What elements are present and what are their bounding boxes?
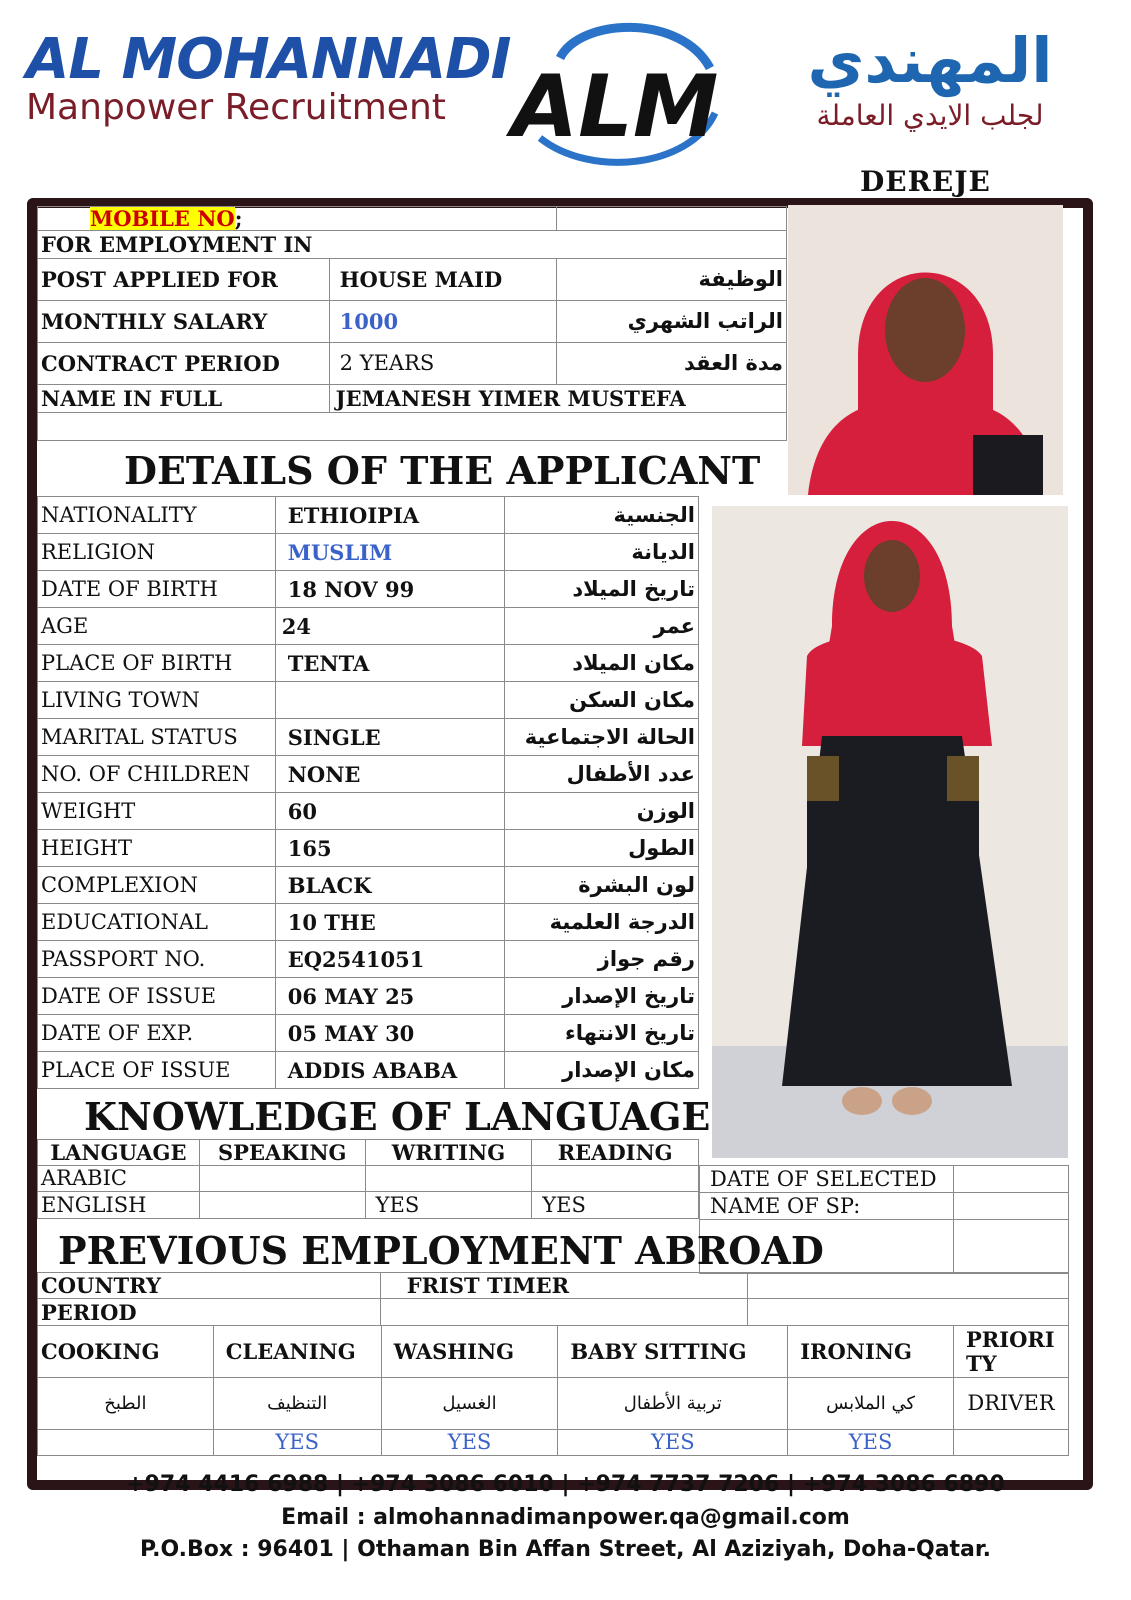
- detail-label: DATE OF BIRTH: [38, 571, 276, 608]
- writing-header: WRITING: [365, 1140, 532, 1166]
- detail-label: MARITAL STATUS: [38, 719, 276, 756]
- detail-label-ar: تاريخ الإصدار: [505, 978, 699, 1015]
- skill-value-baby-sitting: YES: [558, 1430, 788, 1456]
- previous-table: [37, 1272, 1069, 1326]
- skill-header-washing: WASHING: [381, 1326, 558, 1378]
- skill-value-cooking: [38, 1430, 214, 1456]
- detail-value: 60: [275, 793, 504, 830]
- detail-label-ar: مكان الميلاد: [505, 645, 699, 682]
- detail-value: TENTA: [275, 645, 504, 682]
- writing-value: YES: [365, 1192, 532, 1219]
- speaking-header: SPEAKING: [199, 1140, 365, 1166]
- detail-label: PLACE OF ISSUE: [38, 1052, 276, 1089]
- mobile-cell: MOBILE NO;: [38, 207, 557, 231]
- country-label: COUNTRY: [38, 1273, 381, 1299]
- detail-label-ar: مكان الإصدار: [505, 1052, 699, 1089]
- period-label: PERIOD: [38, 1299, 381, 1326]
- contract-label-ar: مدة العقد: [557, 343, 787, 385]
- reading-value: [532, 1166, 699, 1192]
- skill-ar-cleaning: التنظيف: [213, 1378, 381, 1430]
- detail-label: DATE OF EXP.: [38, 1015, 276, 1052]
- brand-subtitle-ar: لجلب الايدي العاملة: [816, 99, 1044, 132]
- previous-title: PREVIOUS EMPLOYMENT ABROAD: [58, 1228, 824, 1273]
- detail-value: 18 NOV 99: [275, 571, 504, 608]
- skills-table: [37, 1325, 1069, 1456]
- blank-cell: [748, 1299, 1069, 1326]
- detail-label: AGE: [38, 608, 276, 645]
- post-label-ar: الوظيفة: [557, 259, 787, 301]
- footer-phones: +974 4416 6988 | +974 3086 6010 | +974 7737 7206 | +974 3086 6890: [126, 1472, 1005, 1497]
- brand-name-ar: المهندي: [807, 24, 1053, 97]
- detail-label: DATE OF ISSUE: [38, 978, 276, 1015]
- name-value: JEMANESH YIMER MUSTEFA: [329, 385, 786, 413]
- detail-value: 05 MAY 30: [275, 1015, 504, 1052]
- detail-label-ar: لون البشرة: [505, 867, 699, 904]
- detail-label-ar: مكان السكن: [505, 682, 699, 719]
- language-table: [37, 1139, 699, 1219]
- details-title: DETAILS OF THE APPLICANT: [124, 448, 761, 493]
- detail-label: NATIONALITY: [38, 497, 276, 534]
- detail-label: COMPLEXION: [38, 867, 276, 904]
- mobile-label: MOBILE NO: [90, 206, 235, 231]
- selected-date-label: DATE OF SELECTED: [700, 1166, 954, 1193]
- blank-row: [38, 413, 787, 441]
- blank-cell: [953, 1220, 1068, 1274]
- detail-label: EDUCATIONAL: [38, 904, 276, 941]
- full-body-image: [712, 506, 1068, 1158]
- contract-value: 2 YEARS: [329, 343, 557, 385]
- reading-value: YES: [532, 1192, 699, 1219]
- detail-value: ADDIS ABABA: [275, 1052, 504, 1089]
- reading-header: READING: [532, 1140, 699, 1166]
- brand-arabic: [740, 22, 1120, 132]
- detail-value: NONE: [275, 756, 504, 793]
- skill-value-cleaning: YES: [213, 1430, 381, 1456]
- detail-value: MUSLIM: [275, 534, 504, 571]
- skill-ar-ironing: كي الملابس: [788, 1378, 954, 1430]
- detail-value: [275, 682, 504, 719]
- brand-english: [26, 27, 511, 128]
- detail-value: 06 MAY 25: [275, 978, 504, 1015]
- writing-value: [365, 1166, 532, 1192]
- portrait-image: [788, 205, 1063, 495]
- skill-value-washing: YES: [381, 1430, 558, 1456]
- skill-header-cleaning: CLEANING: [213, 1326, 381, 1378]
- detail-label: WEIGHT: [38, 793, 276, 830]
- detail-label: HEIGHT: [38, 830, 276, 867]
- post-label: POST APPLIED FOR: [38, 259, 330, 301]
- agent-name: DEREJE: [860, 165, 991, 198]
- detail-label-ar: عدد الأطفال: [505, 756, 699, 793]
- sp-name-label: NAME OF SP:: [700, 1193, 954, 1220]
- skill-header-ironing: IRONING: [788, 1326, 954, 1378]
- detail-label: NO. OF CHILDREN: [38, 756, 276, 793]
- detail-label-ar: تاريخ الميلاد: [505, 571, 699, 608]
- employment-label: FOR EMPLOYMENT IN: [38, 231, 787, 259]
- skill-ar-baby-sitting: تربية الأطفال: [558, 1378, 788, 1430]
- mobile-value: [557, 207, 787, 231]
- detail-label: PLACE OF BIRTH: [38, 645, 276, 682]
- salary-label-ar: الراتب الشهري: [557, 301, 787, 343]
- detail-label-ar: الوزن: [505, 793, 699, 830]
- portrait-photo: [788, 205, 1063, 495]
- brand-subtitle: Manpower Recruitment: [26, 87, 446, 128]
- detail-label-ar: رقم جواز: [505, 941, 699, 978]
- detail-label-ar: الديانة: [505, 534, 699, 571]
- detail-label: LIVING TOWN: [38, 682, 276, 719]
- post-value: HOUSE MAID: [329, 259, 557, 301]
- selected-date-value: [953, 1166, 1068, 1193]
- detail-label: RELIGION: [38, 534, 276, 571]
- language-name: ARABIC: [38, 1166, 200, 1192]
- footer-address: P.O.Box : 96401 | Othaman Bin Affan Street, Al Aziziyah, Doha-Qatar.: [140, 1537, 991, 1562]
- contract-label: CONTRACT PERIOD: [38, 343, 330, 385]
- logo-text: ALM: [511, 57, 719, 157]
- skill-header-priority: PRIORI TY: [954, 1326, 1069, 1378]
- name-label: NAME IN FULL: [38, 385, 330, 413]
- detail-label-ar: تاريخ الانتهاء: [505, 1015, 699, 1052]
- blank-cell: [748, 1273, 1069, 1299]
- brand-name: AL MOHANNADI: [26, 27, 511, 92]
- detail-label-ar: عمر: [505, 608, 699, 645]
- details-table: [37, 496, 699, 1089]
- skill-header-baby-sitting: BABY SITTING: [558, 1326, 788, 1378]
- detail-label-ar: الجنسية: [505, 497, 699, 534]
- priority-value: DRIVER: [954, 1378, 1069, 1430]
- detail-value: BLACK: [275, 867, 504, 904]
- detail-label-ar: الدرجة العلمية: [505, 904, 699, 941]
- language-header: LANGUAGE: [38, 1140, 200, 1166]
- skill-value-ironing: YES: [788, 1430, 954, 1456]
- top-info-table: [37, 206, 787, 441]
- detail-value: SINGLE: [275, 719, 504, 756]
- skill-ar-washing: الغسيل: [381, 1378, 558, 1430]
- detail-label: PASSPORT NO.: [38, 941, 276, 978]
- skill-header-cooking: COOKING: [38, 1326, 214, 1378]
- detail-label-ar: الحالة الاجتماعية: [505, 719, 699, 756]
- skill-value-priority: [954, 1430, 1069, 1456]
- country-value: FRIST TIMER: [380, 1273, 748, 1299]
- skill-ar-cooking: الطبخ: [38, 1378, 214, 1430]
- detail-value: ETHIOIPIA: [275, 497, 504, 534]
- footer-email: Email : almohannadimanpower.qa@gmail.com: [281, 1505, 850, 1530]
- sp-name-value: [953, 1193, 1068, 1220]
- detail-value: 10 THE: [275, 904, 504, 941]
- salary-value: 1000: [329, 301, 557, 343]
- full-body-photo: [712, 506, 1068, 1158]
- period-value: [380, 1299, 748, 1326]
- speaking-value: [199, 1166, 365, 1192]
- detail-label-ar: الطول: [505, 830, 699, 867]
- language-title: KNOWLEDGE OF LANGUAGE: [84, 1094, 711, 1139]
- salary-label: MONTHLY SALARY: [38, 301, 330, 343]
- detail-value: 165: [275, 830, 504, 867]
- detail-value: EQ2541051: [275, 941, 504, 978]
- language-name: ENGLISH: [38, 1192, 200, 1219]
- alm-logo-icon: [500, 18, 730, 168]
- detail-value: 24: [275, 608, 504, 645]
- speaking-value: [199, 1192, 365, 1219]
